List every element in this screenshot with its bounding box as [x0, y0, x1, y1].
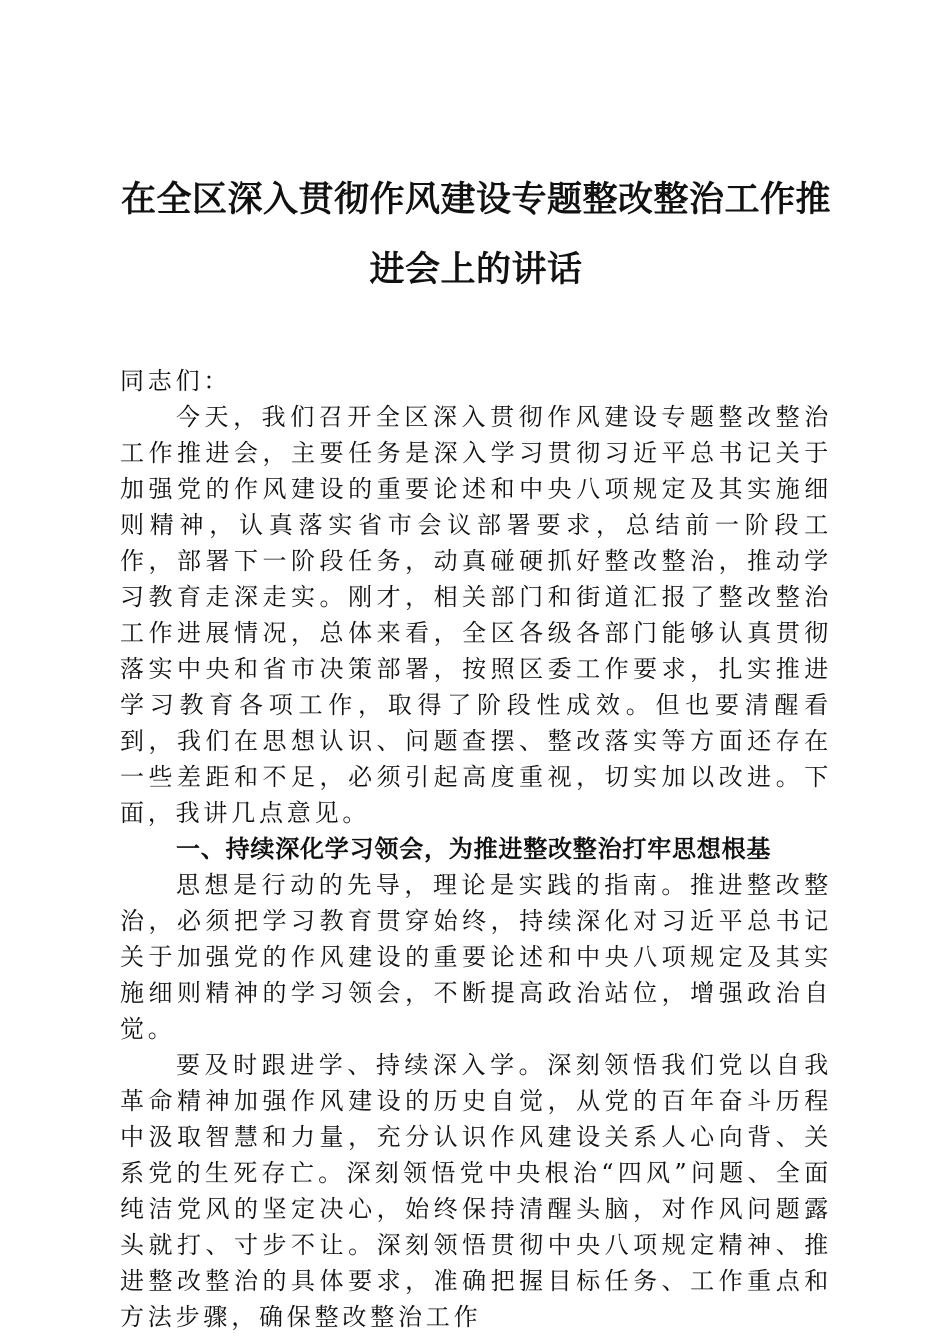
intro-paragraph: 今天，我们召开全区深入贯彻作风建设专题整改整治工作推进会，主要任务是深入学习贯彻习近平总书记关于加强党的作风建设的重要论述和中央八项规定及其实施细则精神，认真落实省市会议部署要求，总结前一阶段工作，部署下一阶段任务，动真碰硬抓好整改整治，推动学习教育走深走实。刚才，相关部门和街道汇报了整改整治工作进展情况，总体来看，全区各级各部门能够认真贯彻落实中央和省市决策部署，按照区委工作要求，扎实推进学习教育各项工作，取得了阶段性成效。但也要清醒看到，我们在思想认识、问题查摆、整改落实等方面还存在一些差距和不足，必须引起高度重视，切实加以改进。下面，我讲几点意见。 [120, 403, 832, 827]
document-title: 在全区深入贯彻作风建设专题整改整治工作推进会上的讲话 [120, 180, 831, 290]
section-1-paragraph-1: 思想是行动的先导，理论是实践的指南。推进整改整治，必须把学习教育贯穿始终，持续深化对习近平总书记关于加强党的作风建设的重要论述和中央八项规定及其实施细则精神的学习领会，不断提高政治站位，增强政治自觉。 [120, 871, 832, 1043]
document-body [120, 363, 832, 1335]
section-heading-1: 一、持续深化学习领会，为推进整改整治打牢思想根基 [176, 835, 772, 863]
salutation: 同志们： [120, 367, 232, 395]
section-1-paragraph-2: 要及时跟进学、持续深入学。深刻领悟我们党以自我革命精神加强作风建设的历史自觉，从党的百年奋斗历程中汲取智慧和力量，充分认识作风建设关系人心向背、关系党的生死存亡。深刻领悟党中央根治“四风”问题、全面纯洁党风的坚定决心，始终保持清醒头脑，对作风问题露头就打、寸步不让。深刻领悟贯彻中央八项规定精神、推进整改整治的具体要求，准确把握目标任务、工作重点和方法步骤，确保整改整治工作 [120, 1051, 832, 1331]
